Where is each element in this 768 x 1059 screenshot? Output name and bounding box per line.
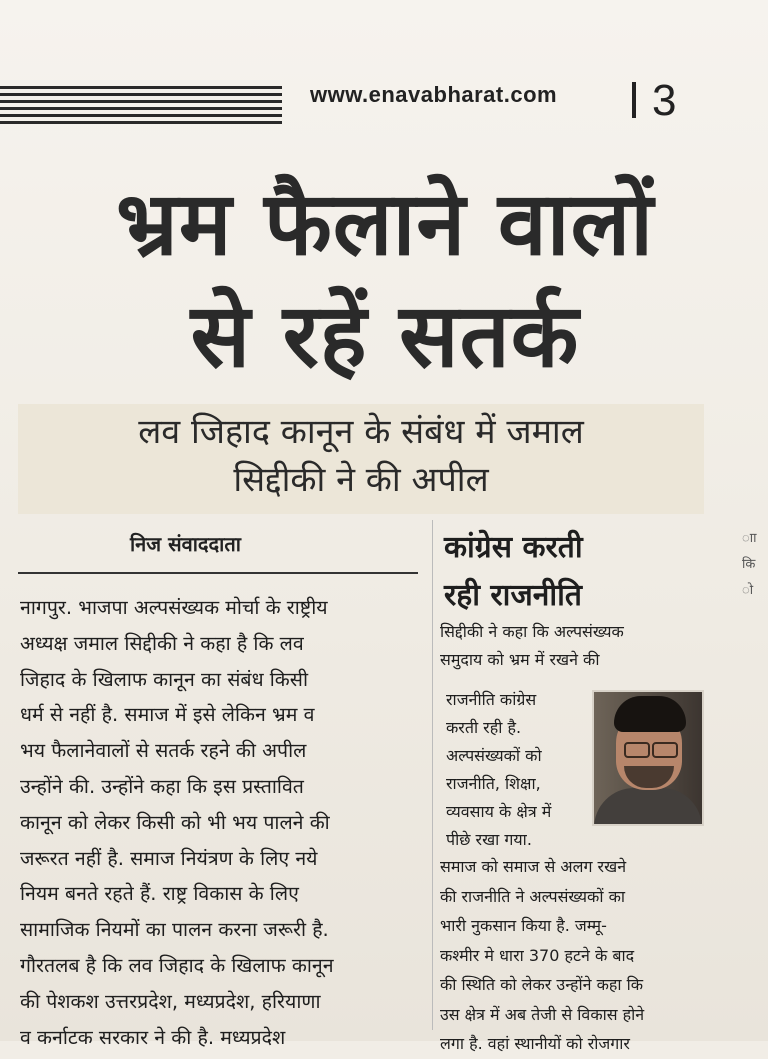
- website-url: www.enavabharat.com: [310, 82, 558, 107]
- sidebar-line: कश्मीर मे धारा 370 हटने के बाद: [440, 945, 635, 965]
- sidebar-paragraph-1: [440, 618, 710, 674]
- page-number: 3: [652, 76, 677, 125]
- sidebar-paragraph-4: [440, 852, 710, 1059]
- sidebar-paragraph-3: [446, 742, 586, 854]
- article-line: जिहाद के खिलाफ कानून का संबंध किसी: [20, 667, 309, 691]
- sidebar-paragraph-2: [446, 686, 586, 742]
- sidebar-heading-line-2: रही राजनीति: [444, 578, 583, 613]
- article-line: नागपुर. भाजपा अल्पसंख्यक मोर्चा के राष्ट्रीय: [20, 596, 328, 619]
- masthead-stripes: [0, 86, 282, 130]
- article-line: व कर्नाटक सरकार ने की है. मध्यप्रदेश: [20, 1025, 286, 1049]
- sidebar-line: व्यवसाय के क्षेत्र में: [446, 802, 552, 821]
- byline-rule: [18, 572, 418, 574]
- sidebar-heading: [444, 524, 644, 620]
- edge-fragment: कि: [742, 557, 756, 572]
- article-line: नियम बनते रहते हैं. राष्ट्र विकास के लिए: [20, 882, 299, 906]
- sidebar-line: की राजनीति ने अल्पसंख्यकों का: [440, 886, 626, 906]
- article-line: कानून को लेकर किसी को भी भय पालने की: [20, 810, 330, 834]
- article-line: की पेशकश उत्तरप्रदेश, मध्यप्रदेश, हरियाणा: [20, 989, 321, 1013]
- article-line: अध्यक्ष जमाल सिद्दीकी ने कहा है कि लव: [20, 631, 304, 655]
- subheadline: [18, 408, 704, 504]
- article-line: उन्होंने की. उन्होंने कहा कि इस प्रस्तावित: [20, 774, 304, 798]
- article-line: जरूरत नहीं है. समाज नियंत्रण के लिए नये: [20, 846, 318, 870]
- portrait-photo: [592, 690, 704, 826]
- sidebar-line: सिद्दीकी ने कहा कि अल्पसंख्यक: [440, 622, 624, 641]
- article-line: भय फैलानेवालों से सतर्क रहने की अपील: [20, 739, 307, 763]
- column-divider: [432, 520, 433, 1030]
- sidebar-heading-line-1: कांग्रेस करती: [444, 530, 583, 565]
- article-line: सामाजिक नियमों का पालन करना जरूरी है.: [20, 918, 329, 942]
- sidebar-line: राजनीति, शिक्षा,: [446, 774, 541, 793]
- edge-fragment: ाे: [742, 583, 754, 598]
- sidebar-line: समुदाय को भ्रम में रखने की: [440, 650, 600, 669]
- main-article-body: [20, 590, 432, 1055]
- subheadline-line-1: लव जिहाद कानून के संबंध में जमाल: [138, 412, 584, 452]
- sidebar-line: राजनीति कांग्रेस: [446, 690, 537, 709]
- sidebar-line: लगा है. वहां स्थानीयों को रोजगार: [440, 1034, 630, 1053]
- sidebar-line: उस क्षेत्र में अब तेजी से विकास होने: [440, 1004, 645, 1024]
- sidebar-line: की स्थिति को लेकर उन्होंने कहा कि: [440, 975, 644, 994]
- article-line: गौरतलब है कि लव जिहाद के खिलाफ कानून: [20, 953, 334, 977]
- adjacent-column-fragment: [742, 526, 768, 604]
- edge-fragment: ाा: [742, 531, 757, 546]
- sidebar-line: पीछे रखा गया.: [446, 830, 532, 849]
- sidebar-line: करती रही है.: [446, 718, 522, 737]
- page-number-divider: [632, 82, 636, 118]
- headline-line-2: से रहें सतर्क: [190, 284, 580, 387]
- headline-line-1: भ्रम फैलाने वालों: [115, 172, 655, 275]
- headline: [20, 168, 750, 392]
- sidebar-line: समाज को समाज से अलग रखने: [440, 857, 627, 876]
- byline: निज संवाददाता: [130, 532, 241, 556]
- subheadline-line-2: सिद्दीकी ने की अपील: [233, 460, 489, 500]
- sidebar-line: अल्पसंख्यकों को: [446, 746, 542, 765]
- sidebar-line: भारी नुकसान किया है. जम्मू-: [440, 916, 607, 935]
- article-line: धर्म से नहीं है. समाज में इसे लेकिन भ्रम व: [20, 703, 315, 727]
